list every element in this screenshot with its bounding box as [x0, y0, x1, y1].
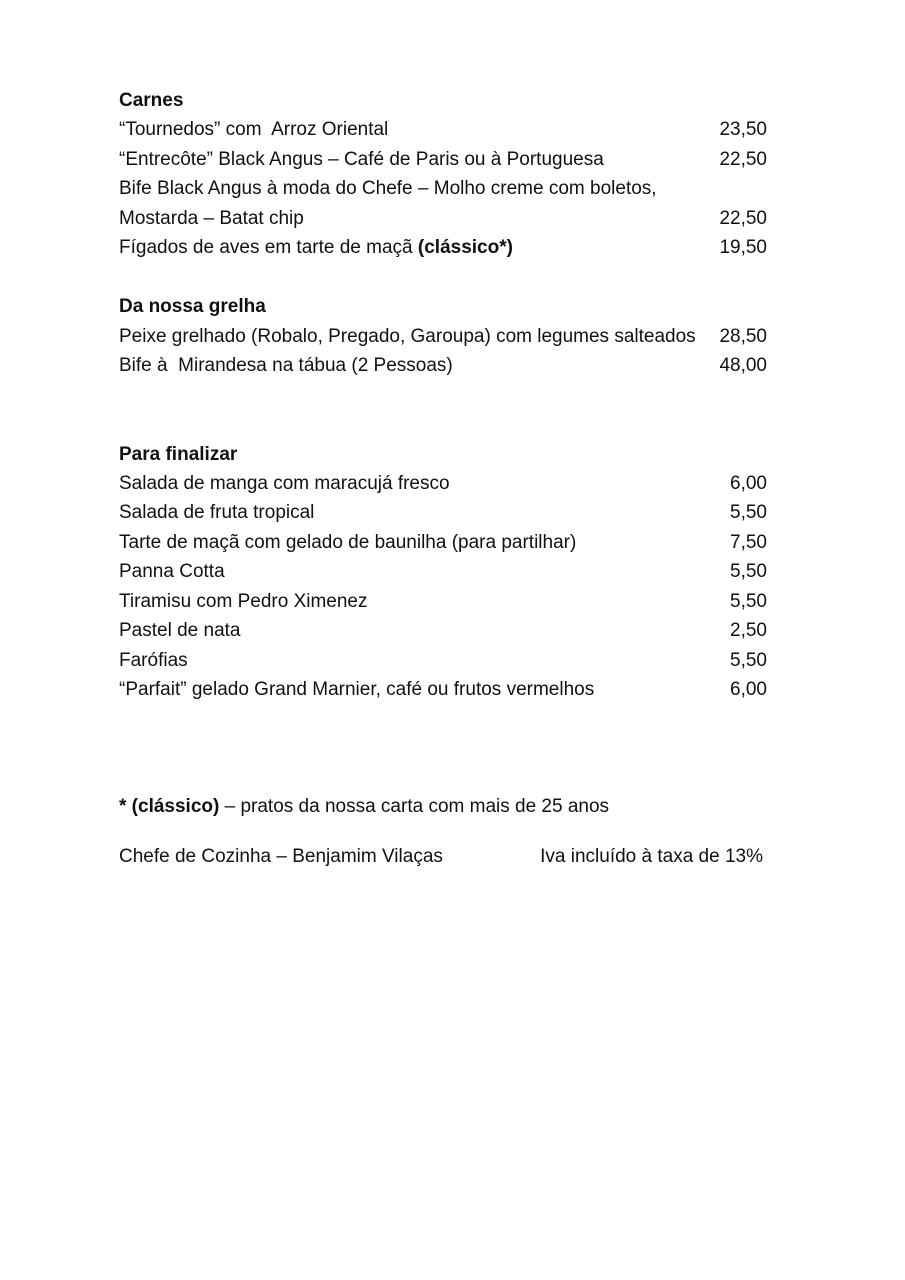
item-name: Salada de fruta tropical	[119, 502, 315, 524]
item-price: 2,50	[730, 620, 767, 642]
item-name-wrap	[119, 233, 513, 262]
item-name: Bife à Mirandesa na tábua (2 Pessoas)	[119, 355, 453, 377]
item-price: 5,50	[730, 590, 767, 612]
tax-note: Iva incluído à taxa de 13%	[540, 845, 763, 867]
spacer	[119, 704, 767, 792]
item-name: Pastel de nata	[119, 620, 241, 642]
chef-credit: Chefe de Cozinha – Benjamim Vilaças	[119, 845, 443, 867]
menu-item	[119, 145, 767, 174]
menu-item	[119, 675, 767, 704]
menu-item	[119, 498, 767, 527]
menu-item	[119, 233, 767, 262]
menu-item	[119, 587, 767, 616]
item-name: Bife Black Angus à moda do Chefe – Molho creme com boletos,	[119, 178, 657, 200]
menu-item	[119, 204, 767, 233]
menu-item	[119, 115, 767, 144]
item-price: 28,50	[719, 325, 767, 347]
item-price: 19,50	[719, 237, 767, 259]
item-name: “Entrecôte” Black Angus – Café de Paris ou à Portuguesa	[119, 148, 604, 170]
item-price: 6,00	[730, 473, 767, 495]
section-title-carnes: Carnes	[119, 90, 184, 111]
footnote	[119, 792, 767, 821]
item-price: 22,50	[719, 207, 767, 229]
item-price: 5,50	[730, 561, 767, 583]
item-price: 6,00	[730, 678, 767, 700]
footnote-text: – pratos da nossa carta com mais de 25 anos	[219, 796, 610, 818]
item-name: Mostarda – Batat chip	[119, 207, 304, 229]
menu-item	[119, 351, 767, 380]
menu-page	[119, 86, 767, 871]
menu-item	[119, 616, 767, 645]
item-price: 23,50	[719, 119, 767, 141]
spacer	[119, 262, 767, 292]
menu-item	[119, 469, 767, 498]
item-name: “Parfait” gelado Grand Marnier, café ou frutos vermelhos	[119, 678, 595, 700]
section-title-grelha: Da nossa grelha	[119, 296, 266, 318]
menu-item	[119, 646, 767, 675]
spacer	[119, 822, 767, 842]
item-name: Salada de manga com maracujá fresco	[119, 473, 450, 495]
item-name: Panna Cotta	[119, 561, 225, 583]
item-price: 7,50	[730, 531, 767, 553]
item-price: 48,00	[719, 355, 767, 377]
footer	[119, 842, 763, 871]
footnote-marker: * (clássico)	[119, 796, 220, 818]
menu-item	[119, 557, 767, 586]
item-name: Peixe grelhado (Robalo, Pregado, Garoupa) com legumes salteados	[119, 325, 696, 347]
item-name: Tarte de maçã com gelado de baunilha (para partilhar)	[119, 531, 577, 553]
classic-marker: (clássico*)	[417, 237, 513, 259]
menu-item	[119, 528, 767, 557]
item-name: Fígados de aves em tarte de maçã	[119, 237, 418, 259]
item-price: 5,50	[730, 649, 767, 671]
item-name: Farófias	[119, 649, 188, 671]
item-name: Tiramisu com Pedro Ximenez	[119, 590, 368, 612]
footnote-line	[119, 792, 609, 821]
item-name: “Tournedos” com Arroz Oriental	[119, 119, 389, 141]
item-price: 5,50	[730, 502, 767, 524]
item-price: 22,50	[719, 148, 767, 170]
menu-item	[119, 322, 767, 351]
section-title-finalizar: Para finalizar	[119, 443, 238, 465]
spacer	[119, 381, 767, 440]
menu-item	[119, 174, 767, 203]
